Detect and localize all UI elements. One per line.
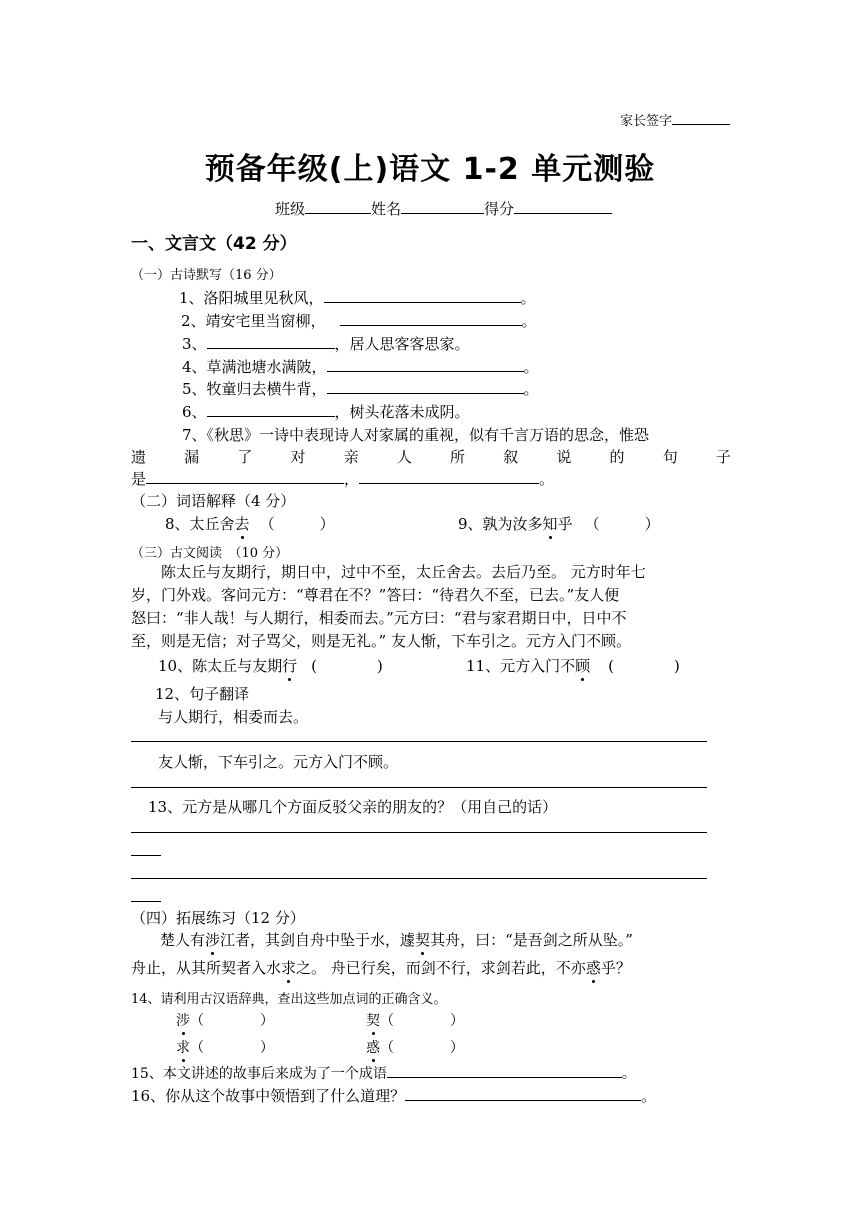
answer-line[interactable] <box>131 832 707 833</box>
question-10-text: 10、陈太丘与友期 <box>158 657 283 675</box>
question-16 <box>131 1085 656 1106</box>
word-item-qiu <box>176 1037 274 1057</box>
dotted-word: 顾 <box>575 657 591 675</box>
dotted-word: 求 <box>176 1040 190 1056</box>
answer-blank-15[interactable] <box>387 1063 622 1078</box>
dotted-word: 契 <box>415 931 431 949</box>
student-info-line <box>275 198 612 219</box>
question-9-text: 9、孰为汝多 <box>458 515 543 533</box>
period: 。 <box>539 470 555 488</box>
dotted-word: 涉 <box>205 931 221 949</box>
answer-paren-8[interactable]: （ ） <box>259 515 335 533</box>
dotted-word: 契 <box>366 1013 380 1029</box>
name-blank[interactable] <box>401 199 484 214</box>
question-5 <box>182 378 539 399</box>
question-15-text: 15、本文讲述的故事后来成为了一个成语 <box>131 1066 387 1082</box>
period: 。 <box>523 380 539 398</box>
q7-char: 了 <box>237 448 253 466</box>
period: 。 <box>641 1087 657 1105</box>
question-12-sentence-2: 友人惭，下车引之。元方入门不顾。 <box>158 753 399 771</box>
answer-paren-9[interactable]: （ ） <box>584 515 660 533</box>
passage-line: 至，则是无信；对子骂父，则是无礼。” 友人惭，下车引之。元方入门不顾。 <box>131 632 631 650</box>
question-11 <box>466 655 680 676</box>
part4-heading: （四）拓展练习（12 分） <box>131 909 305 927</box>
q7-char: 漏 <box>184 448 200 466</box>
question-16-text: 16、你从这个故事中领悟到了什么道理？ <box>131 1087 406 1105</box>
part1-heading: （一）古诗默写（16 分） <box>131 268 282 283</box>
question-8 <box>165 513 335 534</box>
answer-paren[interactable]: （ ） <box>190 1013 274 1029</box>
q7-char: 遗 <box>131 448 147 466</box>
answer-blank-5[interactable] <box>327 379 524 394</box>
answer-paren[interactable]: （ ） <box>380 1040 464 1056</box>
q7-char: 对 <box>290 448 306 466</box>
parent-signature-field[interactable] <box>620 110 730 129</box>
question-6-text: ，树头花落未成阴。 <box>334 403 470 421</box>
story-text: 其舟，曰：“是吾剑之所从坠。” <box>430 931 633 949</box>
name-label: 姓名 <box>371 200 402 218</box>
question-2 <box>181 310 537 331</box>
question-7-line1: 7、《秋思》一诗中表现诗人对家属的重视，似有千言万语的思念，惟恐 <box>182 426 650 444</box>
story-text: 楚人有 <box>160 931 206 949</box>
question-1-text: 1、洛阳城里见秋风， <box>179 289 324 307</box>
story-text: 乎？ <box>600 959 631 977</box>
question-1 <box>179 287 536 308</box>
dotted-word: 去 <box>234 515 250 533</box>
period: 。 <box>621 1066 636 1082</box>
story-text: 之。 舟已行矣，而剑不行，求剑若此，不亦 <box>296 959 586 977</box>
answer-blank-4[interactable] <box>327 357 524 372</box>
comma: ， <box>344 470 360 488</box>
dotted-word: 惑 <box>585 959 601 977</box>
question-8-text: 8、太丘舍 <box>165 515 235 533</box>
parent-signature-blank[interactable] <box>672 110 730 125</box>
parent-signature-label: 家长签字 <box>620 114 673 129</box>
question-12: 12、句子翻译 <box>155 685 250 703</box>
score-blank[interactable] <box>514 199 612 214</box>
answer-blank-7a[interactable] <box>146 469 344 484</box>
word-item-qi <box>366 1010 464 1030</box>
question-3-number: 3、 <box>182 335 207 353</box>
question-2-text: 2、靖安宅里当窗柳， <box>181 312 326 330</box>
class-label: 班级 <box>275 200 306 218</box>
q7-char: 亲 <box>343 448 359 466</box>
story-text: 舟止，从其所契者入水 <box>131 959 282 977</box>
answer-line[interactable] <box>131 901 161 902</box>
story-line-2 <box>131 957 631 978</box>
answer-line[interactable] <box>131 855 161 856</box>
q7-char: 说 <box>556 448 572 466</box>
q7-char: 人 <box>396 448 412 466</box>
dotted-word: 求 <box>281 959 297 977</box>
question-12-sentence-1: 与人期行，相委而去。 <box>158 708 309 726</box>
dotted-word: 知 <box>542 515 558 533</box>
question-9-text-end: 乎 <box>557 515 573 533</box>
answer-line[interactable] <box>131 878 707 879</box>
part3-heading: （三）古文阅读 （10 分） <box>131 546 289 561</box>
question-7-line3 <box>131 468 554 489</box>
answer-blank-2[interactable] <box>340 311 522 326</box>
reading-passage <box>131 561 741 653</box>
question-4-text: 4、草满池塘水满陂， <box>182 358 327 376</box>
question-11-text: 11、元方入门不 <box>466 657 576 675</box>
answer-blank-1[interactable] <box>324 288 521 303</box>
answer-blank-3[interactable] <box>207 334 335 349</box>
passage-line: 岁，门外戏。客问元方：“尊君在不？”答曰：“待君久不至，已去。”友人便 <box>131 586 620 604</box>
q7-char: 所 <box>450 448 466 466</box>
q7-char: 句 <box>662 448 678 466</box>
q7-char: 叙 <box>503 448 519 466</box>
question-15 <box>131 1063 636 1083</box>
answer-paren[interactable]: （ ） <box>380 1013 464 1029</box>
answer-line[interactable] <box>131 741 707 742</box>
story-line-1 <box>160 929 633 950</box>
answer-blank-16[interactable] <box>405 1086 641 1101</box>
question-10 <box>158 655 383 676</box>
period: 。 <box>520 289 536 307</box>
q7-char: 的 <box>609 448 625 466</box>
answer-paren-11[interactable]: ( ) <box>608 657 680 675</box>
score-label: 得分 <box>484 200 515 218</box>
question-14: 14、请利用古汉语辞典，查出这些加点词的正确含义。 <box>131 992 447 1007</box>
dotted-word: 涉 <box>176 1013 190 1029</box>
class-blank[interactable] <box>305 199 371 214</box>
answer-blank-6[interactable] <box>207 402 335 417</box>
question-7-line2 <box>131 446 731 467</box>
question-5-text: 5、牧童归去横牛背， <box>182 380 327 398</box>
answer-line[interactable] <box>131 787 707 788</box>
question-3 <box>182 333 470 354</box>
passage-line: 怒曰：“非人哉！与人期行，相委而去。”元方曰：“君与家君期日中，日中不 <box>131 609 627 627</box>
answer-paren-10[interactable]: ( ) <box>311 657 383 675</box>
section1-heading: 一、文言文（42 分） <box>131 234 297 254</box>
question-6-number: 6、 <box>182 403 207 421</box>
question-13: 13、元方是从哪几个方面反驳父亲的朋友的？（用自己的话） <box>148 798 558 816</box>
period: 。 <box>523 358 539 376</box>
word-item-huo <box>366 1037 464 1057</box>
passage-line: 陈太丘与友期行，期日中，过中不至，太丘舍去。去后乃至。 元方时年七 <box>161 563 646 581</box>
part2-heading: （二）词语解释（4 分） <box>131 492 296 510</box>
question-9 <box>458 513 660 534</box>
period: 。 <box>521 312 537 330</box>
answer-blank-7b[interactable] <box>359 469 539 484</box>
question-6 <box>182 401 470 422</box>
answer-paren[interactable]: （ ） <box>190 1040 274 1056</box>
word-item-she <box>176 1010 274 1030</box>
story-text: 江者，其剑自舟中坠于水，遽 <box>220 931 416 949</box>
dotted-word: 惑 <box>366 1040 380 1056</box>
question-3-text: ，居人思客客思家。 <box>334 335 470 353</box>
q7-char: 子 <box>715 448 731 466</box>
page-title: 预备年级(上)语文 1-2 单元测验 <box>204 152 656 187</box>
dotted-word: 行 <box>282 657 298 675</box>
question-4 <box>182 356 539 377</box>
q7-prefix: 是 <box>131 470 147 488</box>
